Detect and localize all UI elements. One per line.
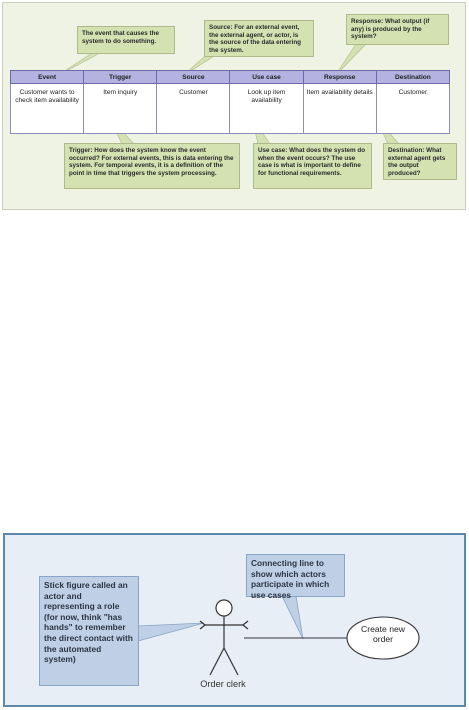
header-event: Event — [11, 71, 84, 84]
use-case-label: Create new order — [361, 624, 405, 644]
actor-head — [216, 600, 232, 616]
actor-left-leg — [210, 648, 224, 675]
actor-right-leg — [224, 648, 238, 675]
header-trigger: Trigger — [84, 71, 157, 84]
cell-event: Customer wants to check item availability — [11, 84, 84, 134]
use-case-callout: Use case: What does the system do when the event occurs? The use case is what is important to define for functional requirements. — [253, 143, 372, 189]
header-use-case: Use case — [230, 71, 303, 84]
cell-use-case: Look up item availability — [230, 84, 303, 134]
trigger-callout: Trigger: How does the system know the event occurred? For external events, this is data entering the system. For temporal events, it is a definition of the point in time that triggers the system processing. — [64, 143, 240, 189]
actor-stick-figure-icon — [200, 600, 248, 675]
response-callout: Response: What output (if any) is produced by the system? — [346, 14, 449, 45]
actor-left-hand-finger-2 — [200, 625, 205, 629]
actor-label: Order clerk — [200, 679, 246, 689]
header-source: Source — [157, 71, 230, 84]
destination-callout: Destination: What external agent gets the output produced? — [383, 143, 457, 180]
source-callout: Source: For an external event, the external agent, or actor, is the source of the data entering the system. — [204, 20, 314, 57]
actor-right-hand-finger-2 — [243, 625, 248, 629]
line-callout-pointer — [282, 596, 303, 639]
cell-destination: Customer — [376, 84, 449, 134]
header-destination: Destination — [376, 71, 449, 84]
cell-source: Customer — [157, 84, 230, 134]
actor-callout-pointer — [138, 623, 204, 641]
actor-right-hand-finger-1 — [243, 621, 248, 625]
cell-trigger: Item inquiry — [84, 84, 157, 134]
actor-callout: Stick figure called an actor and representing a role (for now, think "has hands" to remember the direct contact with the automated system) — [39, 576, 139, 686]
event-callout: The event that causes the system to do something. — [77, 26, 175, 54]
line-callout: Connecting line to show which actors participate in which use cases — [246, 554, 345, 597]
header-response: Response — [303, 71, 376, 84]
cell-response: Item availability details — [303, 84, 376, 134]
